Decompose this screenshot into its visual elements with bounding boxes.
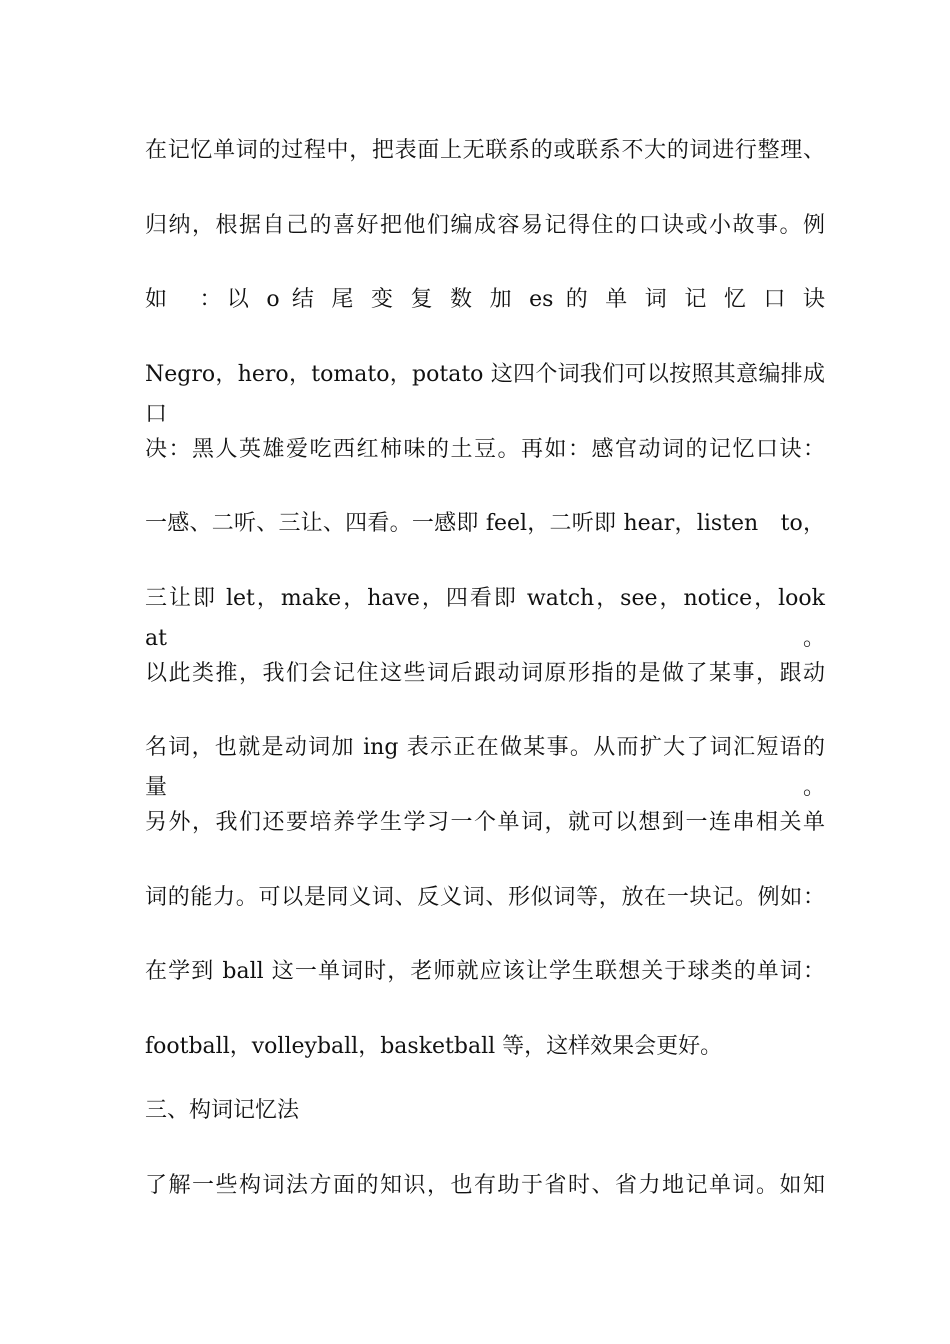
paragraph-line-6: 一感、二听、三让、四看。一感即 feel，二听即 hear，listen to， bbox=[145, 511, 825, 536]
paragraph-line-15: 了解一些构词法方面的知识，也有助于省时、省力地记单词。如知 bbox=[145, 1173, 825, 1198]
section-heading: 三、构词记忆法 bbox=[145, 1098, 300, 1123]
paragraph-line-13: football，volleyball，basketball 等，这样效果会更好。 bbox=[145, 1034, 723, 1059]
paragraph-line-11: 词的能力。可以是同义词、反义词、形似词等，放在一块记。例如： bbox=[145, 885, 825, 910]
paragraph-line-1: 在记忆单词的过程中，把表面上无联系的或联系不大的词进行整理、 bbox=[145, 138, 825, 163]
paragraph-line-4: Negro，hero，tomato，potato 这四个词我们可以按照其意编排成口 bbox=[145, 362, 825, 427]
paragraph-line-5: 决：黑人英雄爱吃西红柿味的土豆。再如：感官动词的记忆口诀： bbox=[145, 437, 825, 462]
paragraph-line-10: 另外，我们还要培养学生学习一个单词，就可以想到一连串相关单 bbox=[145, 810, 825, 835]
paragraph-line-7: 三让即 let，make，have，四看即 watch，see，notice，look at。 bbox=[145, 586, 848, 651]
paragraph-line-12: 在学到 ball 这一单词时，老师就应该让学生联想关于球类的单词： bbox=[145, 959, 825, 984]
paragraph-line-3: 如 ：以 o 结 尾 变 复 数 加 es 的 单 词 记 忆 口 诀 bbox=[145, 287, 825, 312]
paragraph-line-8: 以此类推，我们会记住这些词后跟动词原形指的是做了某事，跟动 bbox=[145, 661, 825, 686]
paragraph-line-9: 名词，也就是动词加 ing 表示正在做某事。从而扩大了词汇短语的量。 bbox=[145, 735, 825, 800]
paragraph-line-2: 归纳，根据自己的喜好把他们编成容易记得住的口诀或小故事。例 bbox=[145, 213, 825, 238]
